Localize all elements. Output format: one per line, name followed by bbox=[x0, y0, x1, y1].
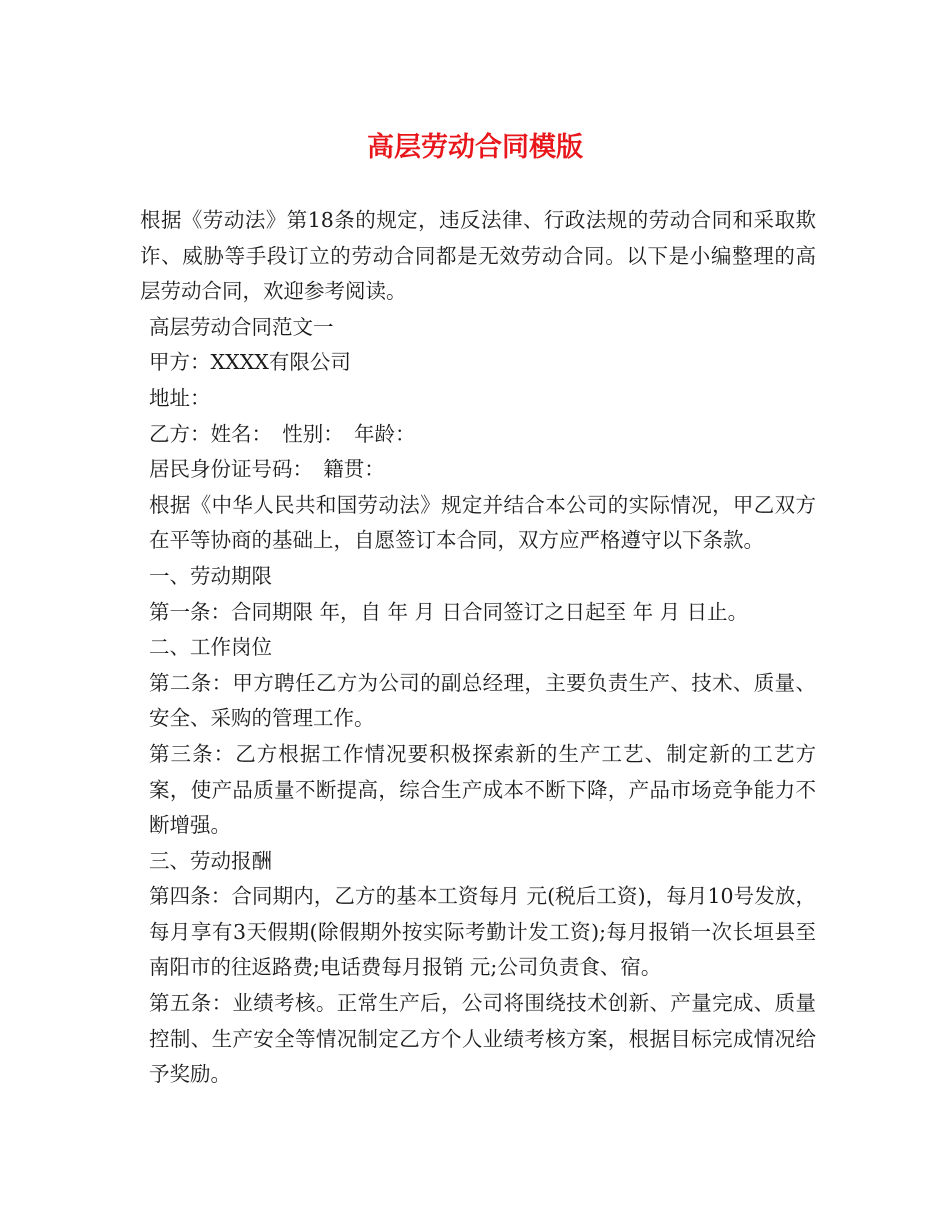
sample-heading: 高层劳动合同范文一 bbox=[149, 314, 334, 339]
intro-paragraph: 根据《劳动法》第18条的规定，违反法律、行政法规的劳动合同和采取欺诈、威胁等手段订立的劳动合同都是无效劳动合同。以下是小编整理的高层劳动合同，欢迎参考阅读。 bbox=[140, 208, 816, 304]
address-line: 地址： bbox=[149, 385, 211, 410]
party-a-line: 甲方：XXXX有限公司 bbox=[149, 350, 351, 375]
party-b-line: 乙方：姓名： 性别： 年龄： bbox=[149, 421, 416, 446]
section-heading-remuneration: 三、劳动报酬 bbox=[149, 848, 272, 873]
id-number-line: 居民身份证号码： 籍贯： bbox=[149, 457, 385, 482]
document-title: 高层劳动合同模版 bbox=[367, 132, 583, 163]
article-2: 第二条：甲方聘任乙方为公司的副总经理，主要负责生产、技术、质量、安全、采购的管理工作。 bbox=[149, 670, 816, 731]
document-body bbox=[140, 203, 816, 1093]
preamble-paragraph: 根据《中华人民共和国劳动法》规定并结合本公司的实际情况，甲乙双方在平等协商的基础上，自愿签订本合同，双方应严格遵守以下条款。 bbox=[149, 492, 816, 553]
article-4: 第四条：合同期内，乙方的基本工资每月 元(税后工资)，每月10号发放，每月享有3天假期(除假期外按实际考勤计发工资);每月报销一次长垣县至南阳市的往返路费;电话费每月报销 元;公司负责食、宿。 bbox=[149, 884, 816, 980]
article-3: 第三条：乙方根据工作情况要积极探索新的生产工艺、制定新的工艺方案，使产品质量不断提高，综合生产成本不断下降，产品市场竞争能力不断增强。 bbox=[149, 741, 816, 838]
section-heading-position: 二、工作岗位 bbox=[149, 635, 272, 660]
article-5: 第五条：业绩考核。正常生产后，公司将围绕技术创新、产量完成、质量控制、生产安全等情况制定乙方个人业绩考核方案，根据目标完成情况给予奖励。 bbox=[149, 991, 816, 1087]
section-heading-term: 一、劳动期限 bbox=[149, 563, 272, 588]
article-1: 第一条：合同期限 年，自 年 月 日合同签订之日起至 年 月 日止。 bbox=[149, 599, 749, 624]
